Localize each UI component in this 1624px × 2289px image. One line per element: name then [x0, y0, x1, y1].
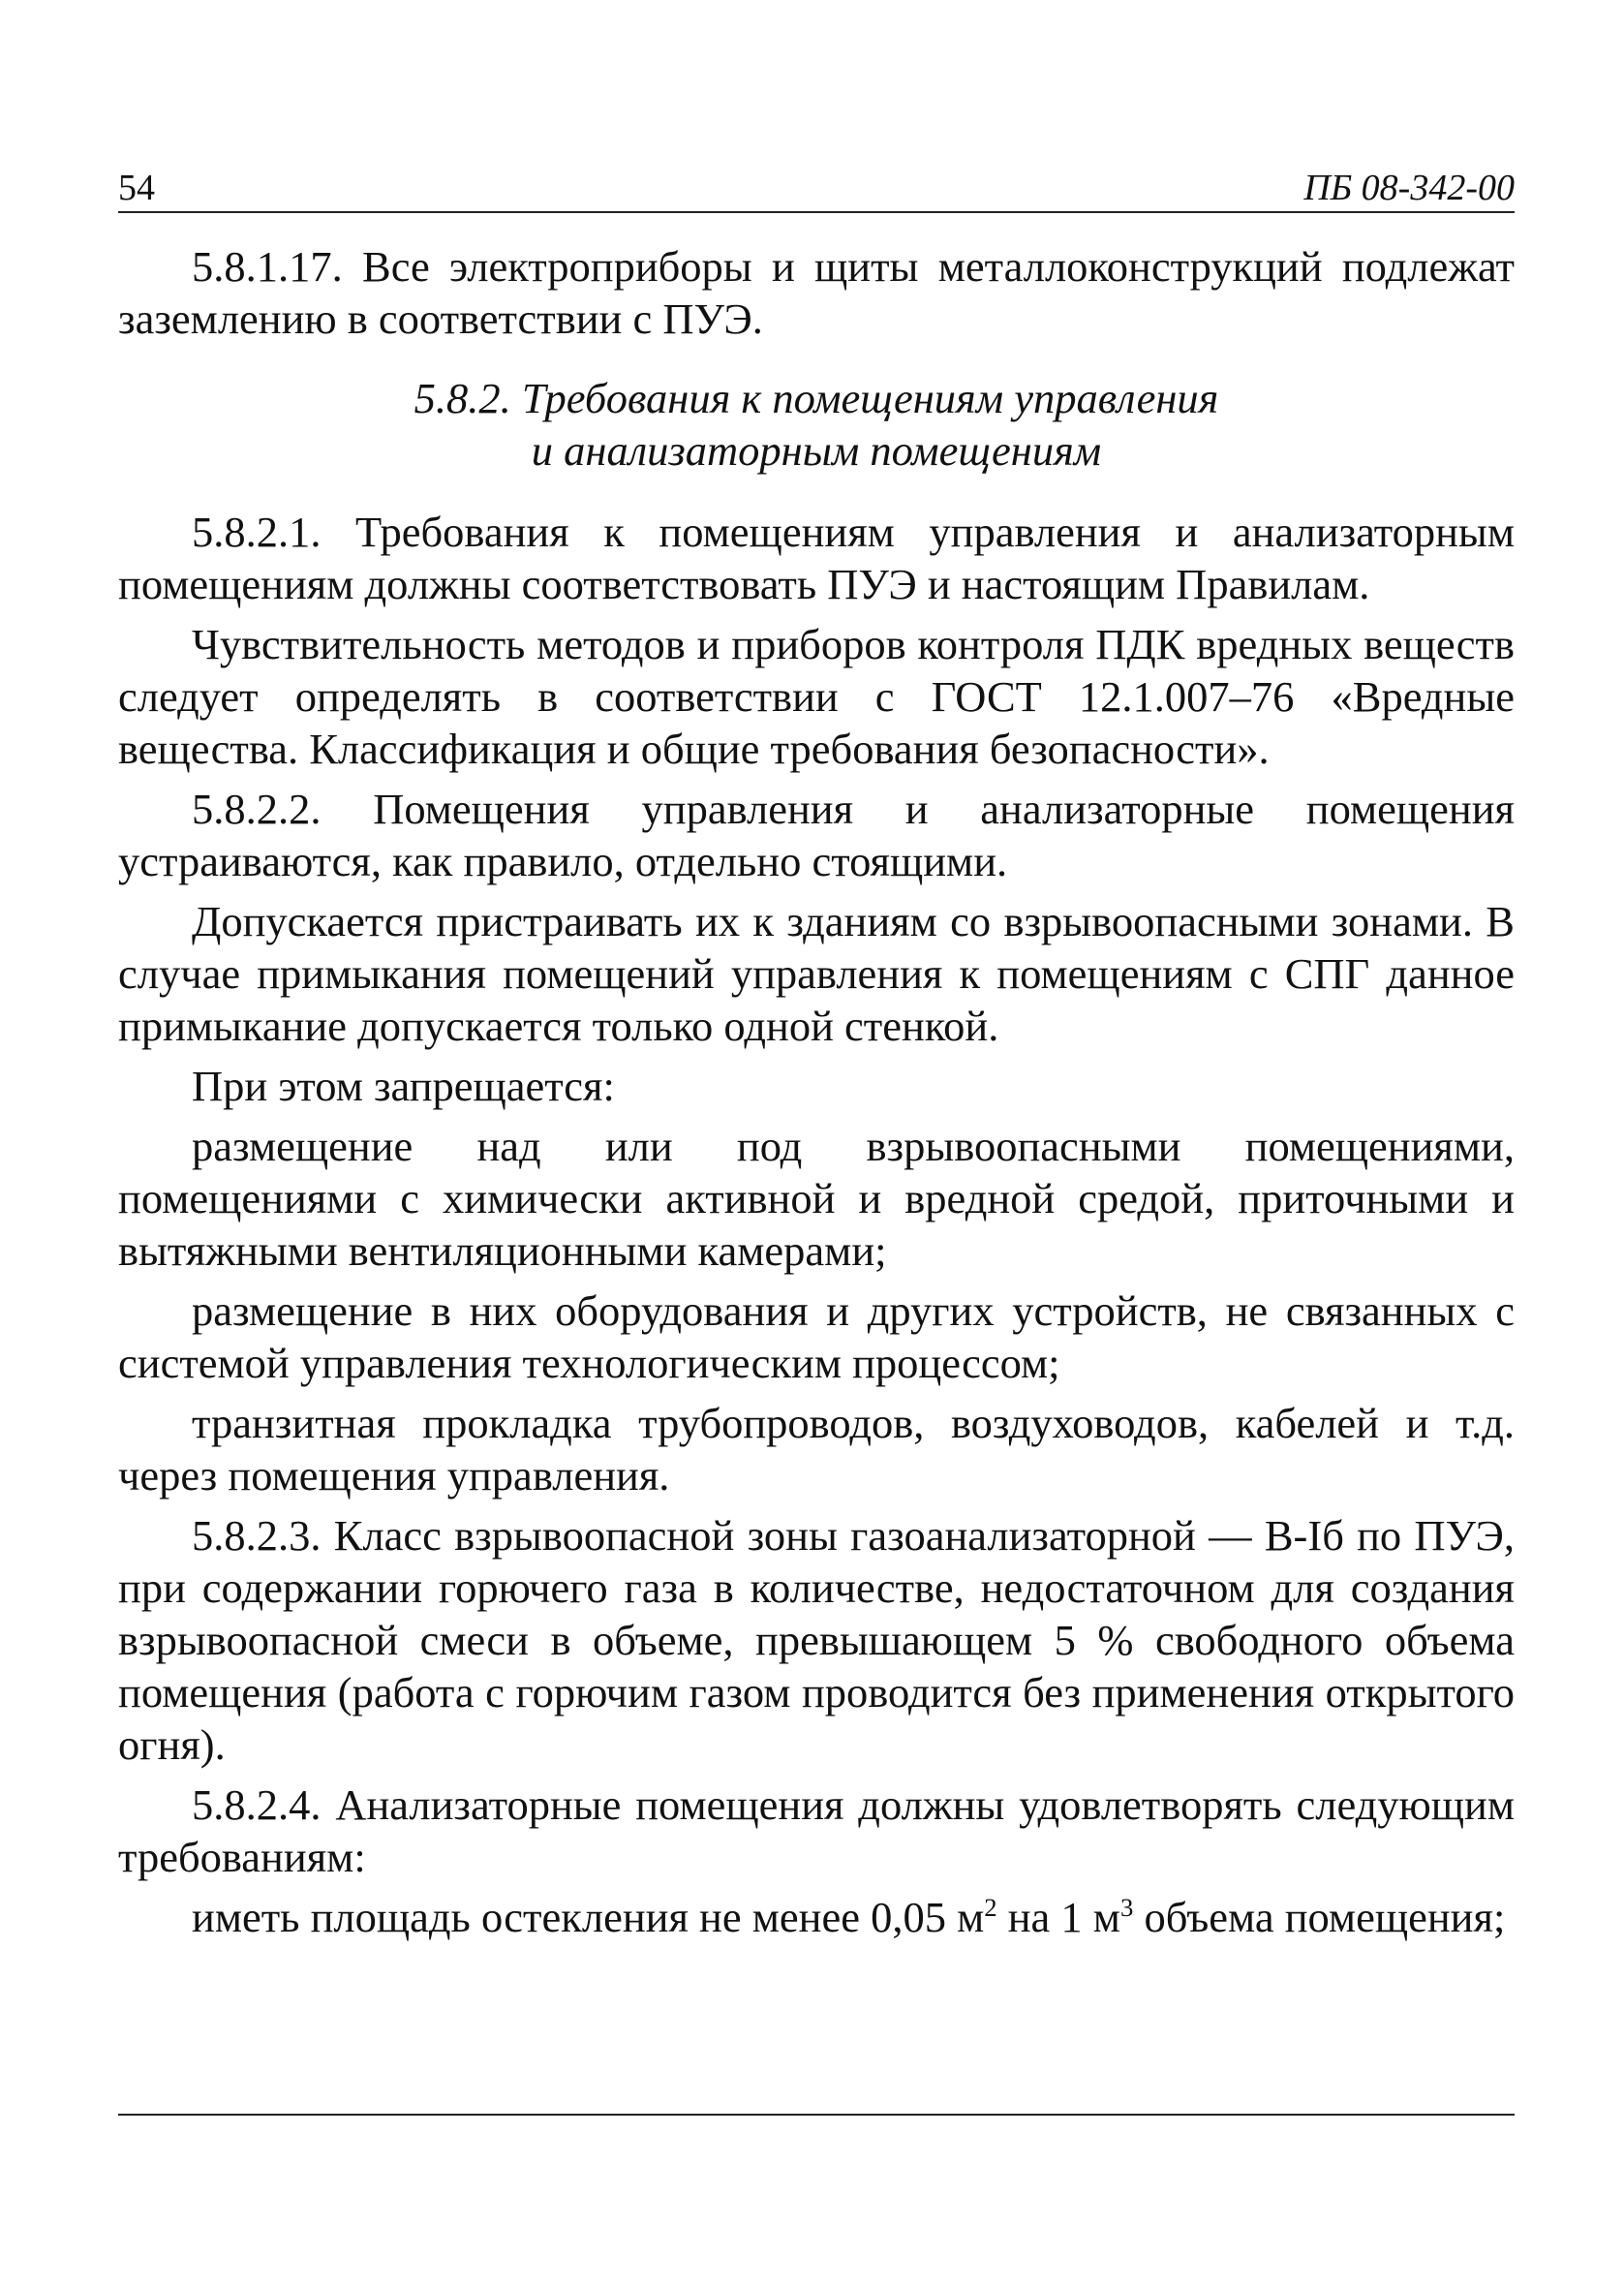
section-heading-line-2: и анализаторным помещениям: [531, 426, 1102, 475]
glazing-sup-2: 2: [984, 1893, 997, 1923]
paragraph-5-8-1-17: 5.8.1.17. Все электроприборы и щиты металлоконструкций подлежат заземлению в соответствии с ПУЭ.: [118, 242, 1515, 343]
page-header: [118, 163, 1515, 211]
paragraph-attachment: Допускается пристраивать их к зданиям со взрывоопасными зонами. В случае примыкания помещений управления к помещениям с СПГ данное примыкание допускается только одной стенкой.: [118, 897, 1515, 1050]
page-number: 54: [118, 168, 155, 208]
glazing-text-c: объема помещения;: [1133, 1893, 1506, 1941]
list-item-transit: транзитная прокладка трубопроводов, воздуховодов, кабелей и т.д. через помещения управления.: [118, 1399, 1515, 1500]
paragraph-5-8-2-2: 5.8.2.2. Помещения управления и анализаторные помещения устраиваются, как правило, отдельно стоящими.: [118, 785, 1515, 885]
paragraph-sensitivity: Чувствительность методов и приборов контроля ПДК вредных веществ следует определять в соответствии с ГОСТ 12.1.007–76 «Вредные вещества. Классификация и общие требования безопасности».: [118, 620, 1515, 773]
header-divider: [118, 211, 1515, 213]
section-heading: [118, 372, 1515, 477]
paragraph-5-8-2-4: 5.8.2.4. Анализаторные помещения должны удовлетворять следующим требованиям:: [118, 1780, 1515, 1881]
list-item-placement-above-below: размещение над или под взрывоопасными помещениями, помещениями с химически активной и вредной средой, приточными и вытяжными вентиляционными камерами;: [118, 1122, 1515, 1275]
footer-divider: [118, 2114, 1515, 2116]
paragraph-prohibited: При этом запрещается:: [192, 1062, 615, 1110]
document-body: [118, 240, 1515, 1951]
document-code: ПБ 08-342-00: [1303, 168, 1515, 208]
glazing-text-b: на 1 м: [996, 1893, 1120, 1941]
paragraph-5-8-2-1: 5.8.2.1. Требования к помещениям управления и анализаторным помещениям должны соответствовать ПУЭ и настоящим Правилам.: [118, 508, 1515, 608]
glazing-text-a: иметь площадь остекления не менее 0,05 м: [192, 1893, 985, 1941]
list-item-equipment: размещение в них оборудования и других устройств, не связанных с системой управления технологическим процессом;: [118, 1286, 1515, 1387]
paragraph-5-8-2-3: 5.8.2.3. Класс взрывоопасной зоны газоанализаторной — В-Iб по ПУЭ, при содержании горючего газа в количестве, недостаточном для создания взрывоопасной смеси в объеме, превышающем 5 % свободного объема помещения (работа с горючим газом проводится без применения открытого огня).: [118, 1511, 1515, 1769]
list-item-glazing: [118, 1891, 1515, 1943]
section-heading-line-1: 5.8.2. Требования к помещениям управления: [414, 374, 1219, 422]
glazing-sup-3: 3: [1119, 1893, 1134, 1923]
